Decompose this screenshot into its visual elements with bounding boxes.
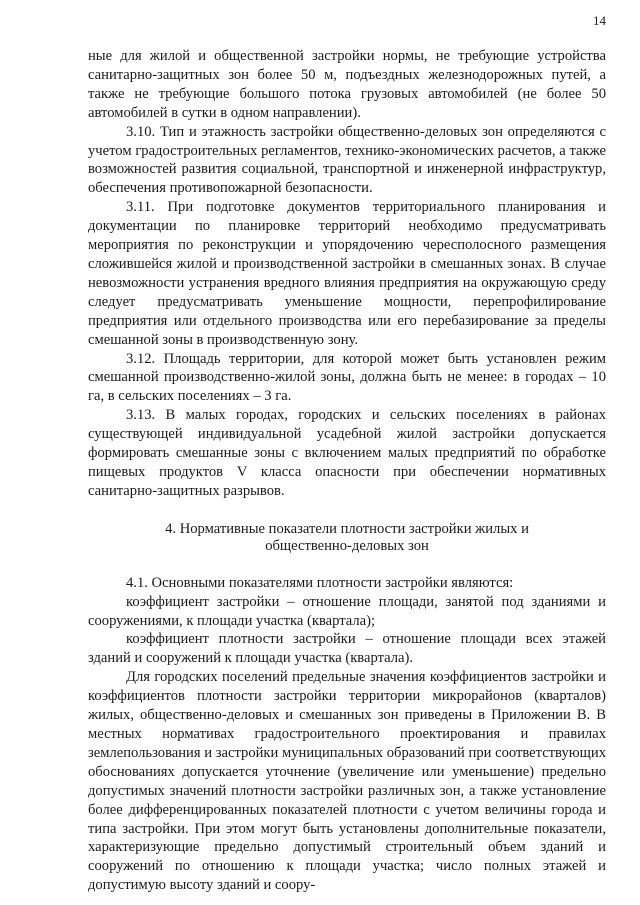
paragraph-4-1: 4.1. Основными показателями плотности застройки являются: bbox=[126, 574, 514, 591]
section-heading bbox=[88, 521, 606, 555]
section-heading-line-1: 4. Нормативные показатели плотности застройки жилых и bbox=[165, 520, 529, 537]
paragraph-density-coefficient: коэффициент плотности застройки – отношение площади всех этажей зданий и сооружений к площади участка (квартала). bbox=[88, 631, 606, 667]
page-number: 14 bbox=[593, 13, 606, 28]
paragraph-urban-settlements: Для городских поселений предельные значения коэффициентов застройки и коэффициентов плотности застройки территории микрорайонов (кварталов) жилых, общественно-деловых и смешанных зон приведены в Приложении В. В местных нормативах градостроительного проектирования и правилах землепользования и застройки муниципальных образований при соответствующих обоснованиях допускается уточнение (увеличение или уменьшение) предельно допустимых значений плотности застройки различных зон, а также установление более дифференцированных показателей плотности с учетом величины города и типа застройки. При этом могут быть установлены дополнительные показатели, характеризующие предельно допустимый строительный объем зданий и сооружений по отношению к площади участка; число полных этажей и допустимую высоту зданий и соору- bbox=[88, 669, 606, 894]
paragraph-3-12: 3.12. Площадь территории, для которой может быть установлен режим смешанной производственно-жилой зоны, должна быть не менее: в городах – 10 га, в сельских поселениях – 3 га. bbox=[88, 350, 606, 405]
paragraph-3-11: 3.11. При подготовке документов территориального планирования и документации по планировке территорий необходимо предусматривать мероприятия по реконструкции и упорядочению чересполосного размещения сложившейся жилой и производственной застройки в смешанных зонах. В случае невозможности устранения вредного влияния предприятия на окружающую среду следует предусматривать уменьшение мощности, перепрофилирование предприятия или отдельного производства или его перебазирование за пределы смешанной зоны в производственную зону. bbox=[88, 199, 606, 348]
paragraph-3-10: 3.10. Тип и этажность застройки общественно-деловых зон определяются с учетом градостроительных регламентов, технико-экономических расчетов, а также возможностей развития социальной, транспортной и инженерной инфраструктур, обеспечения противопожарной безопасности. bbox=[88, 123, 606, 197]
paragraph-3-13: 3.13. В малых городах, городских и сельских поселениях в районах существующей индивидуальной усадебной жилой застройки допускается формировать смешанные зоны с включением малых предприятий по обработке пищевых продуктов V класса опасности при обеспечении нормативных санитарно-защитных разрывов. bbox=[88, 407, 606, 499]
paragraph-continuation: ные для жилой и общественной застройки нормы, не требующие устройства санитарно-защитных зон более 50 м, подъездных железнодорожных путей, а также не требующие большого потока грузовых автомобилей (не более 50 автомобилей в сутки в одном направлении). bbox=[88, 48, 606, 121]
paragraph-building-coefficient: коэффициент застройки – отношение площади, занятой под зданиями и сооружениями, к площади участка (квартала); bbox=[88, 593, 606, 629]
section-heading-line-2: общественно-деловых зон bbox=[265, 537, 429, 554]
page-content bbox=[88, 47, 606, 895]
